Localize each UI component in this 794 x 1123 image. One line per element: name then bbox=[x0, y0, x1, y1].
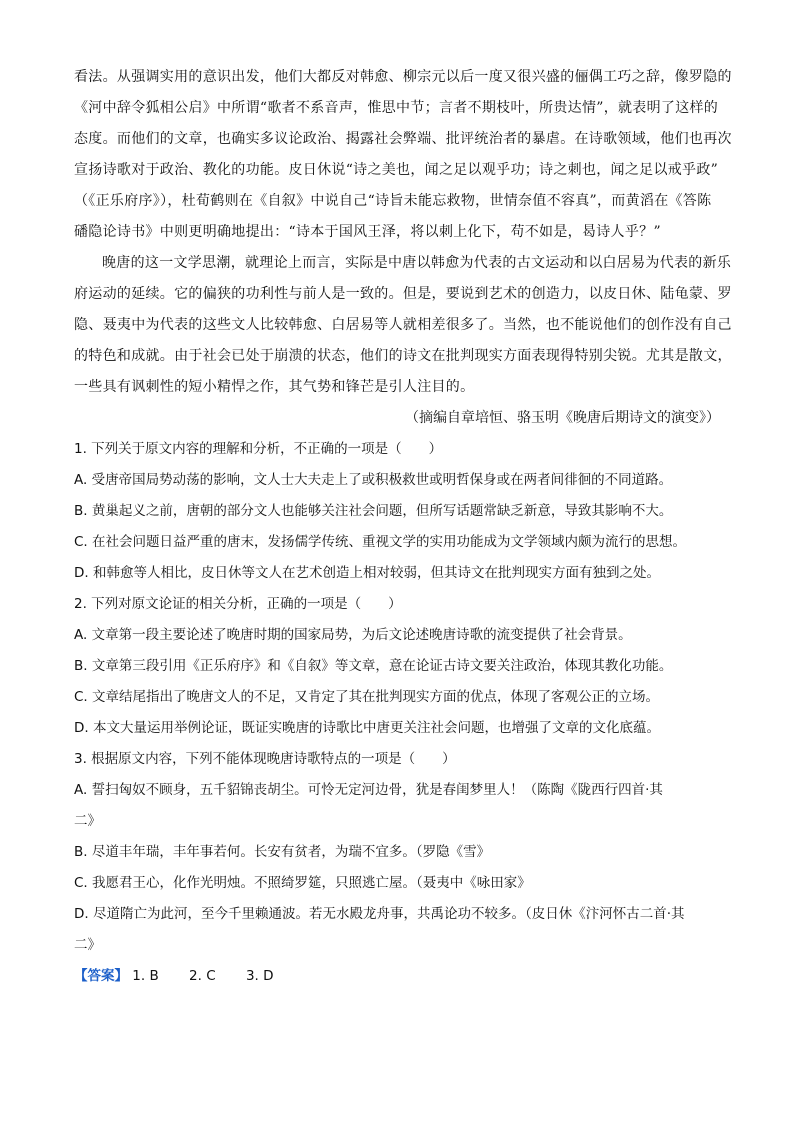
passage-line: 晚唐的这一文学思潮，就理论上而言，实际是中唐以韩愈为代表的古文运动和以白居易为代表的新乐 bbox=[102, 255, 732, 271]
passage-line: 隐、聂夷中为代表的这些文人比较韩愈、白居易等人就相差很多了。当然，也不能说他们的创作没有自己 bbox=[74, 317, 732, 333]
option-b: B. 文章第三段引用《正乐府序》和《自叙》等文章，意在论证古诗文要关注政治，体现其教化功能。 bbox=[74, 658, 673, 674]
option-a-continued: 二》 bbox=[74, 813, 101, 829]
answer-line bbox=[74, 961, 720, 992]
option-c: C. 文章结尾指出了晚唐文人的不足，又肯定了其在批判现实方面的优点，体现了客观公正的立场。 bbox=[74, 689, 660, 705]
answer-tag: 【答案】 bbox=[74, 968, 128, 984]
question-3 bbox=[74, 744, 720, 961]
option-d-continued: 二》 bbox=[74, 937, 101, 953]
option-d: D. 本文大量运用举例论证，既证实晚唐的诗歌比中唐更关注社会问题，也增强了文章的文化底蕴。 bbox=[74, 720, 660, 736]
passage-paragraph-2 bbox=[74, 248, 732, 403]
passage-line: 一些具有讽刺性的短小精悍之作，其气势和锋芒是引人注目的。 bbox=[74, 379, 475, 395]
option-d: D. 和韩愈等人相比，皮日休等文人在艺术创造上相对较弱，但其诗文在批判现实方面有独到之处。 bbox=[74, 565, 660, 581]
passage-line: 《河中辞令狐相公启》中所谓“歌者不系音声，惟思中节；言者不期枝叶，所贵达情”，就表明了这样的 bbox=[74, 100, 719, 116]
passage-line: 的特色和成就。由于社会已处于崩溃的状态，他们的诗文在批判现实方面表现得特别尖锐。尤其是散文， bbox=[74, 348, 732, 364]
answer-item: 3. D bbox=[245, 968, 274, 984]
question-1 bbox=[74, 434, 720, 589]
question-stem: 1. 下列关于原文内容的理解和分析，不正确的一项是（ ） bbox=[74, 441, 443, 457]
option-b: B. 尽道丰年瑞，丰年事若何。长安有贫者，为瑞不宜多。（罗隐《雪》 bbox=[74, 844, 491, 860]
passage-line: 态度。而他们的文章，也确实多议论政治、揭露社会弊端、批评统治者的暴虐。在诗歌领域，他们也再次 bbox=[74, 131, 732, 147]
passage-paragraph-1 bbox=[74, 62, 732, 248]
question-stem: 2. 下列对原文论证的相关分析，正确的一项是（ ） bbox=[74, 596, 402, 612]
passage-line: （《正乐府序》），杜荀鹤则在《自叙》中说自己“诗旨未能忘救物，世情奈值不容真”，而黄滔在《答陈 bbox=[74, 193, 712, 209]
option-d: D. 尽道隋亡为此河，至今千里赖通波。若无水殿龙舟事，共禹论功不较多。（皮日休《汴河怀古二首·其 bbox=[74, 906, 685, 922]
option-a: A. 文章第一段主要论述了晚唐时期的国家局势，为后文论述晚唐诗歌的流变提供了社会背景。 bbox=[74, 627, 632, 643]
passage-line: 看法。从强调实用的意识出发，他们大都反对韩愈、柳宗元以后一度又很兴盛的俪偶工巧之辞，像罗隐的 bbox=[74, 69, 732, 85]
answer-item: 1. B bbox=[132, 968, 159, 984]
passage-line: 宣扬诗歌对于政治、教化的功能。皮日休说“诗之美也，闻之足以观乎功；诗之刺也，闻之足以戒乎政” bbox=[74, 162, 719, 178]
document-page bbox=[74, 62, 732, 992]
passage-line: 磻隐论诗书》中则更明确地提出：“诗本于国风王泽，将以刺上化下，苟不如是，曷诗人乎？” bbox=[74, 224, 661, 240]
option-b: B. 黄巢起义之前，唐朝的部分文人也能够关注社会问题，但所写话题常缺乏新意，导致其影响不大。 bbox=[74, 503, 673, 519]
option-a: A. 誓扫匈奴不顾身，五千貂锦丧胡尘。可怜无定河边骨，犹是春闺梦里人！（陈陶《陇西行四首·其 bbox=[74, 782, 663, 798]
question-stem: 3. 根据原文内容，下列不能体现晚唐诗歌特点的一项是（ ） bbox=[74, 751, 456, 767]
question-2 bbox=[74, 589, 720, 744]
passage-source: （摘编自章培恒、骆玉明《晚唐后期诗文的演变》） bbox=[405, 410, 720, 426]
option-c: C. 在社会问题日益严重的唐末，发扬儒学传统、重视文学的实用功能成为文学领域内颇为流行的思想。 bbox=[74, 534, 687, 550]
option-a: A. 受唐帝国局势动荡的影响，文人士大夫走上了或积极救世或明哲保身或在两者间徘徊的不同道路。 bbox=[74, 472, 673, 488]
option-c: C. 我愿君王心，化作光明烛。不照绮罗筵，只照逃亡屋。（聂夷中《咏田家》 bbox=[74, 875, 531, 891]
answer-item: 2. C bbox=[189, 968, 216, 984]
passage-line: 府运动的延续。它的偏狭的功利性与前人是一致的。但是，要说到艺术的创造力，以皮日休、陆龟蒙、罗 bbox=[74, 286, 732, 302]
